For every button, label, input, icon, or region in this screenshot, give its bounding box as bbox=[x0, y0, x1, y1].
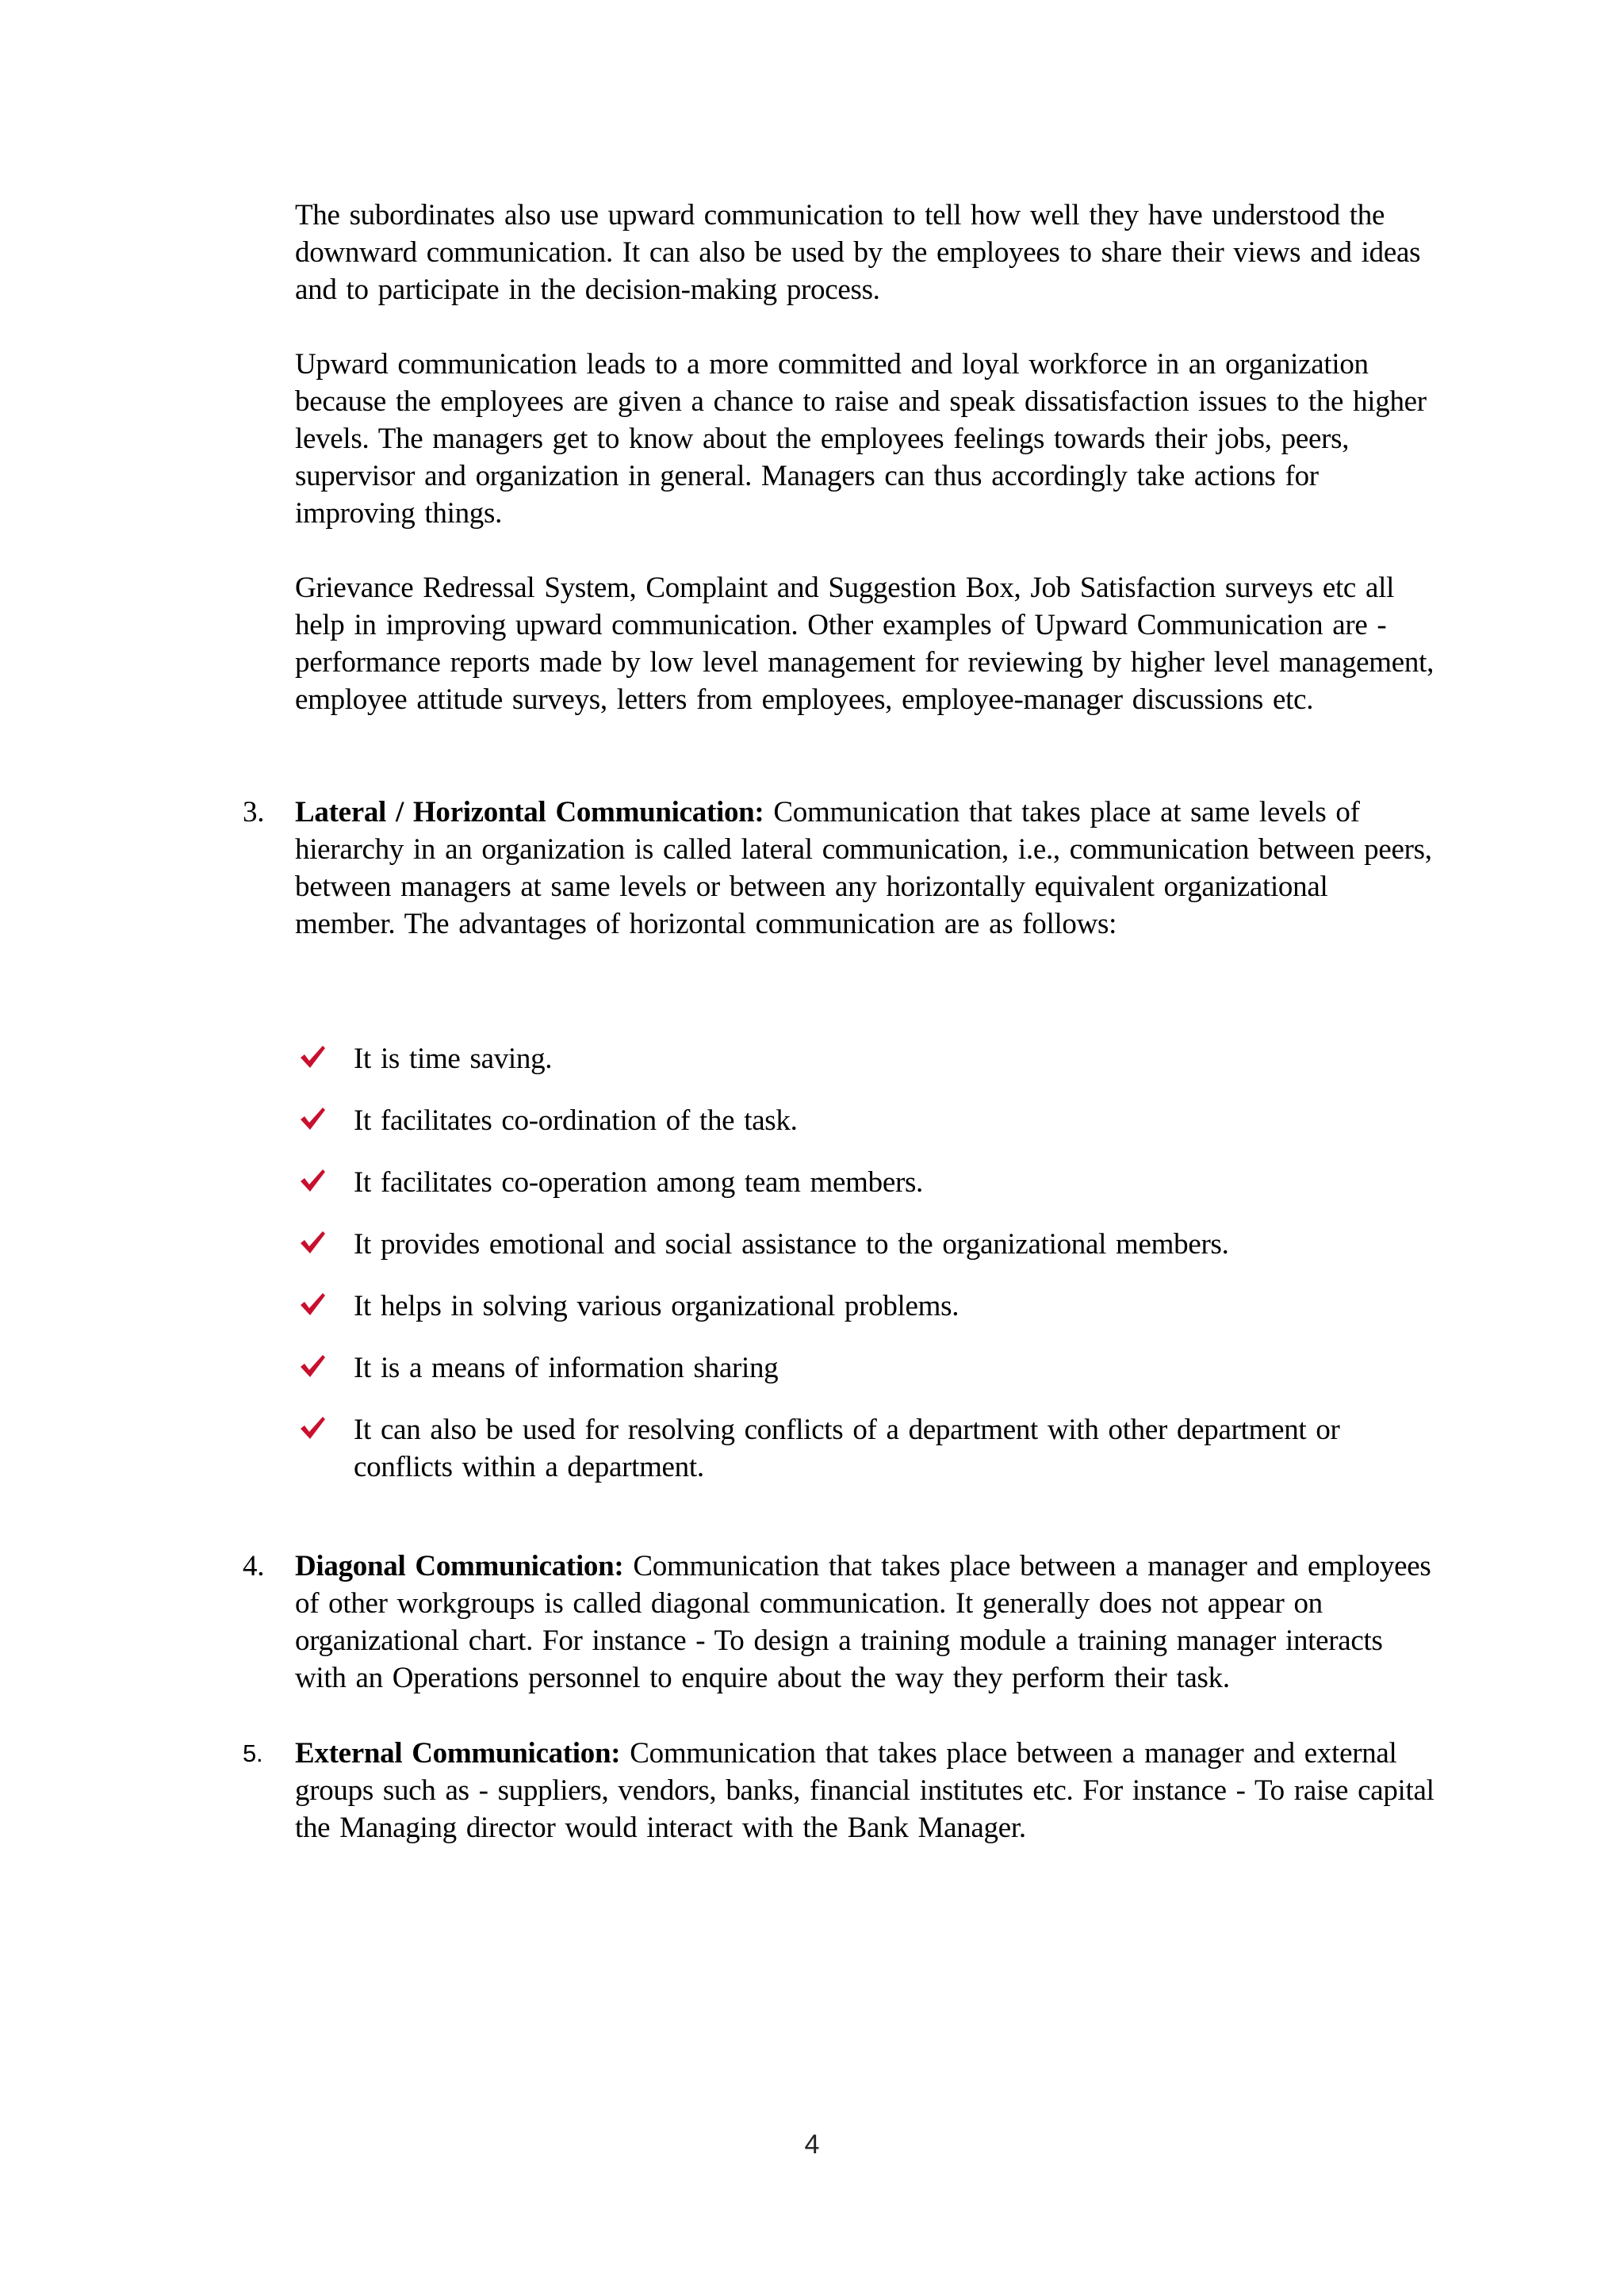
checkmark-icon bbox=[298, 1414, 327, 1442]
item-text: Communication that takes place between a manager and external groups such as - suppliers, vendors, banks, financial institutes etc. For instance - To raise capital the Managing director would interact with the Bank Manager. bbox=[295, 1737, 1434, 1844]
checklist-item bbox=[298, 1288, 1440, 1325]
checkmark-icon bbox=[298, 1228, 327, 1257]
checklist-item bbox=[298, 1040, 1440, 1077]
checkmark-icon bbox=[298, 1043, 327, 1071]
list-number: 3. bbox=[243, 796, 265, 828]
page-number: 4 bbox=[804, 2130, 820, 2160]
checkmark-icon bbox=[298, 1104, 327, 1133]
checkmark-icon bbox=[298, 1166, 327, 1195]
list-item-body bbox=[295, 1548, 1437, 1697]
checklist-item bbox=[298, 1164, 1440, 1201]
list-number: 4. bbox=[243, 1550, 265, 1582]
checklist-item-text: It can also be used for resolving conflicts of a department with other department or conflicts within a department. bbox=[354, 1414, 1340, 1483]
paragraph-upward-benefits: Upward communication leads to a more committed and loyal workforce in an organization because the employees are given a chance to raise and speak dissatisfaction issues to the higher levels. The managers get to know about the employees feelings towards their jobs, peers, supervisor and organization in general. Managers can thus accordingly take actions for improving things. bbox=[295, 348, 1427, 530]
list-number: 5. bbox=[243, 1739, 263, 1767]
checklist-item bbox=[298, 1226, 1440, 1263]
checklist-item bbox=[298, 1411, 1440, 1486]
item-heading: External Communication: bbox=[295, 1737, 621, 1770]
item-text: Communication that takes place between a manager and employees of other workgroups is called diagonal communication. It generally does not appear on organizational chart. For instance - To design a training module a training manager interacts with an Operations personnel to enquire about the way they perform their task. bbox=[295, 1550, 1431, 1694]
checkmark-icon bbox=[298, 1352, 327, 1380]
checklist-item-text: It is a means of information sharing bbox=[354, 1352, 779, 1384]
checklist-item-text: It provides emotional and social assistance to the organizational members. bbox=[354, 1228, 1229, 1261]
item-text: Communication that takes place at same levels of hierarchy in an organization is called lateral communication, i.e., communication between peers, between managers at same levels or between any horizontally equivalent organizational member. The advantages of horizontal communication are as follows: bbox=[295, 796, 1432, 940]
list-item-body bbox=[295, 794, 1437, 943]
item-heading: Diagonal Communication: bbox=[295, 1550, 624, 1582]
checklist-item bbox=[298, 1349, 1440, 1387]
checklist-item-text: It helps in solving various organizational problems. bbox=[354, 1290, 959, 1322]
advantages-checklist bbox=[298, 1040, 1440, 1510]
paragraph-upward-examples: Grievance Redressal System, Complaint and Suggestion Box, Job Satisfaction surveys etc all help in improving upward communication. Other examples of Upward Communication are -performance reports made by low level management for reviewing by higher level management, employee attitude surveys, letters from employees, employee-manager discussions etc. bbox=[295, 572, 1434, 716]
checklist-item-text: It is time saving. bbox=[354, 1043, 553, 1075]
item-heading: Lateral / Horizontal Communication: bbox=[295, 796, 764, 828]
checkmark-icon bbox=[298, 1290, 327, 1318]
checklist-item-text: It facilitates co-operation among team members. bbox=[354, 1166, 924, 1199]
list-item-body bbox=[295, 1735, 1437, 1846]
checklist-item-text: It facilitates co-ordination of the task. bbox=[354, 1104, 798, 1137]
checklist-item bbox=[298, 1102, 1440, 1139]
paragraph-upward-purpose: The subordinates also use upward communication to tell how well they have understood the downward communication. It can also be used by the employees to share their views and ideas and to participate in the decision-making process. bbox=[295, 199, 1421, 306]
